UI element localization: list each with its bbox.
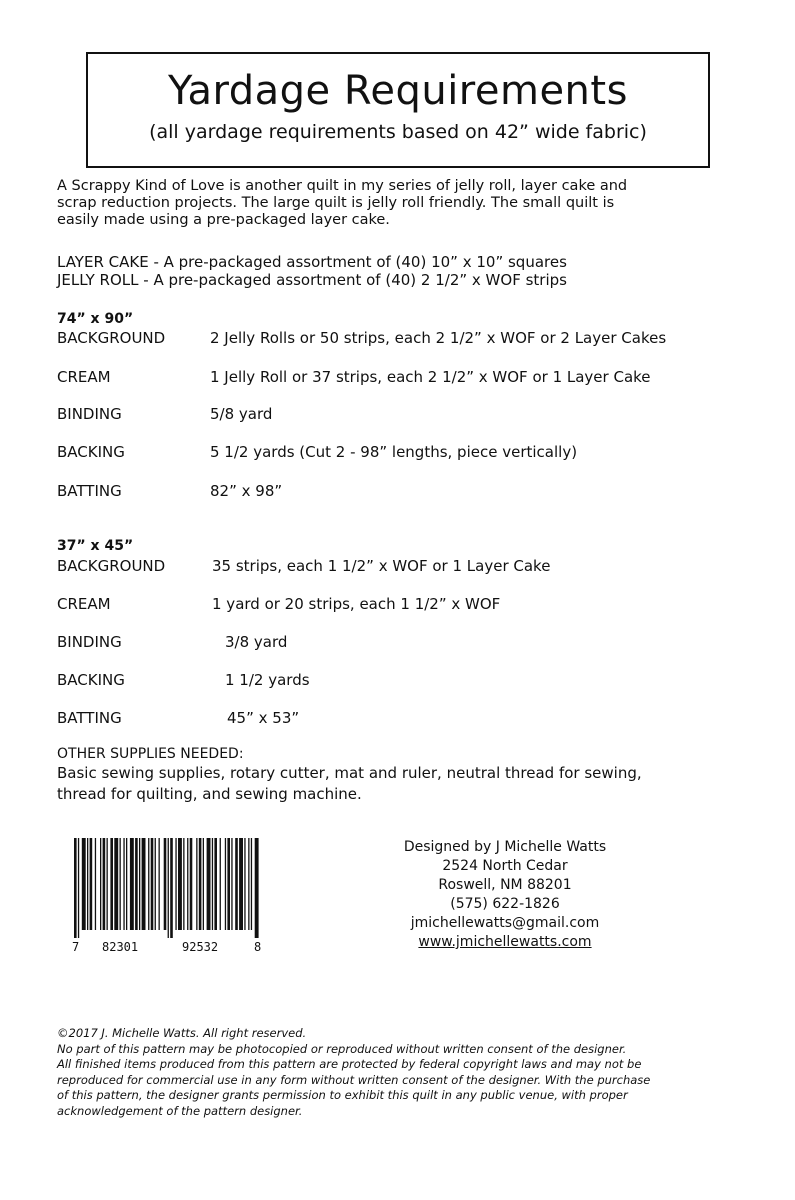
designer-block	[370, 838, 640, 952]
designer-street: 2524 North Cedar	[442, 858, 568, 874]
barcode-bar	[130, 838, 134, 930]
legal-line: No part of this pattern may be photocopied or reproduced without written consent of the designer.	[57, 1041, 627, 1056]
barcode-bar	[103, 838, 106, 930]
row-value: 3/8 yard	[225, 633, 288, 651]
barcode-bar	[183, 838, 184, 930]
barcode-bar	[175, 838, 176, 930]
row-value: 5/8 yard	[210, 405, 273, 423]
barcode-bar	[220, 838, 221, 930]
intro-line: easily made using a pre-packaged layer cake.	[57, 212, 390, 228]
barcode-bar	[212, 838, 213, 930]
designer-email: jmichellewatts@gmail.com	[410, 915, 600, 931]
barcode-bar	[107, 838, 108, 930]
designer-name: Designed by J Michelle Watts	[403, 839, 607, 855]
barcode-digit: 82301	[102, 940, 139, 954]
row-value: 2 Jelly Rolls or 50 strips, each 2 1/2” x WOF or 2 Layer Cakes	[210, 329, 667, 347]
row-label: CREAM	[57, 368, 111, 386]
barcode-bar	[82, 838, 86, 930]
row-label: BINDING	[57, 633, 122, 651]
barcode-bar	[78, 838, 79, 938]
barcode-bar	[187, 838, 188, 930]
row-value: 82” x 98”	[210, 482, 283, 500]
row-value: 1 yard or 20 strips, each 1 1/2” x WOF	[212, 595, 501, 613]
barcode-bar	[168, 838, 169, 938]
large-quilt-size: 74” x 90”	[57, 311, 134, 327]
supplies-heading: OTHER SUPPLIES NEEDED:	[57, 746, 244, 762]
barcode-bar	[255, 838, 259, 938]
barcode-bar	[123, 838, 124, 930]
barcode-digit: 7	[72, 940, 80, 954]
barcode-bar	[87, 838, 88, 930]
barcode-bar	[235, 838, 238, 930]
row-value: 1 Jelly Roll or 37 strips, each 2 1/2” x WOF or 1 Layer Cake	[210, 368, 651, 386]
barcode-bar	[244, 838, 245, 930]
designer-website-link[interactable]: www.jmichellewatts.com	[418, 934, 592, 950]
page-subtitle: (all yardage requirements based on 42” wide fabric)	[149, 121, 647, 143]
barcode-bar	[207, 838, 211, 930]
barcode-bar	[139, 838, 140, 930]
barcode-bar	[248, 838, 249, 930]
barcode-bar	[100, 838, 101, 930]
barcode-bar	[251, 838, 252, 930]
row-value: 5 1/2 yards (Cut 2 - 98” lengths, piece vertically)	[210, 443, 578, 461]
barcode-bar	[159, 838, 160, 930]
supplies-line: thread for quilting, and sewing machine.	[57, 785, 362, 803]
barcode-bar	[142, 838, 146, 930]
barcode-bar	[120, 838, 121, 930]
barcode-digit: 92532	[182, 940, 219, 954]
row-label: BATTING	[57, 709, 122, 727]
legal-line: acknowledgement of the pattern designer.	[57, 1103, 303, 1118]
barcode-bar	[170, 838, 173, 938]
row-label: CREAM	[57, 595, 111, 613]
supplies-line: Basic sewing supplies, rotary cutter, mat and ruler, neutral thread for sewing,	[57, 764, 642, 782]
barcode-bar	[151, 838, 154, 930]
barcode-bar	[90, 838, 93, 930]
barcode-bar	[126, 838, 127, 930]
row-value: 45” x 53”	[227, 709, 300, 727]
small-quilt-size: 37” x 45”	[57, 538, 134, 554]
designer-phone: (575) 622-1826	[450, 896, 560, 912]
barcode-bar	[178, 838, 182, 930]
barcode-bar	[155, 838, 156, 930]
row-label: BACKING	[57, 671, 125, 689]
legal-line: ©2017 J. Michelle Watts. All right reserved.	[57, 1026, 307, 1040]
barcode-bar	[231, 838, 232, 930]
legal-line: All finished items produced from this pattern are protected by federal copyright laws and may not be	[57, 1057, 642, 1071]
barcode-bar	[148, 838, 149, 930]
barcode-bar	[135, 838, 138, 930]
row-label: BACKGROUND	[57, 329, 166, 347]
barcode-bar	[164, 838, 167, 930]
definition-layer-cake: LAYER CAKE - A pre-packaged assortment of (40) 10” x 10” squares	[57, 253, 567, 271]
row-label: BINDING	[57, 405, 122, 423]
barcode-bar	[190, 838, 193, 930]
legal-line: of this pattern, the designer grants permission to exhibit this quilt in any public venue, with proper	[57, 1088, 628, 1102]
barcode-bar	[225, 838, 226, 930]
barcode-bar	[203, 838, 204, 930]
barcode	[72, 838, 262, 964]
barcode-bar	[196, 838, 197, 930]
barcode-bar	[95, 838, 96, 930]
definition-jelly-roll: JELLY ROLL - A pre-packaged assortment of (40) 2 1/2” x WOF strips	[57, 271, 567, 289]
row-label: BACKING	[57, 443, 125, 461]
row-value: 35 strips, each 1 1/2” x WOF or 1 Layer Cake	[212, 557, 551, 575]
legal-line: reproduced for commercial use in any form without written consent of the designer. With the purchase	[57, 1072, 651, 1087]
barcode-bar	[199, 838, 202, 930]
designer-city: Roswell, NM 88201	[438, 877, 572, 893]
barcode-bars	[72, 838, 262, 938]
barcode-bar	[227, 838, 230, 930]
barcode-bar	[110, 838, 113, 930]
row-label: BACKGROUND	[57, 557, 166, 575]
barcode-digit: 8	[254, 940, 262, 954]
page-title: Yardage Requirements	[168, 68, 628, 114]
barcode-bar	[74, 838, 77, 938]
barcode-bar	[239, 838, 243, 930]
barcode-bar	[214, 838, 217, 930]
barcode-bar	[114, 838, 118, 930]
title-box	[86, 52, 710, 168]
row-label: BATTING	[57, 482, 122, 500]
legal-notice	[57, 1026, 747, 1119]
intro-line: scrap reduction projects. The large quilt is jelly roll friendly. The small quilt is	[57, 195, 615, 211]
row-value: 1 1/2 yards	[225, 671, 310, 689]
intro-line: A Scrappy Kind of Love is another quilt in my series of jelly roll, layer cake and	[57, 178, 628, 194]
